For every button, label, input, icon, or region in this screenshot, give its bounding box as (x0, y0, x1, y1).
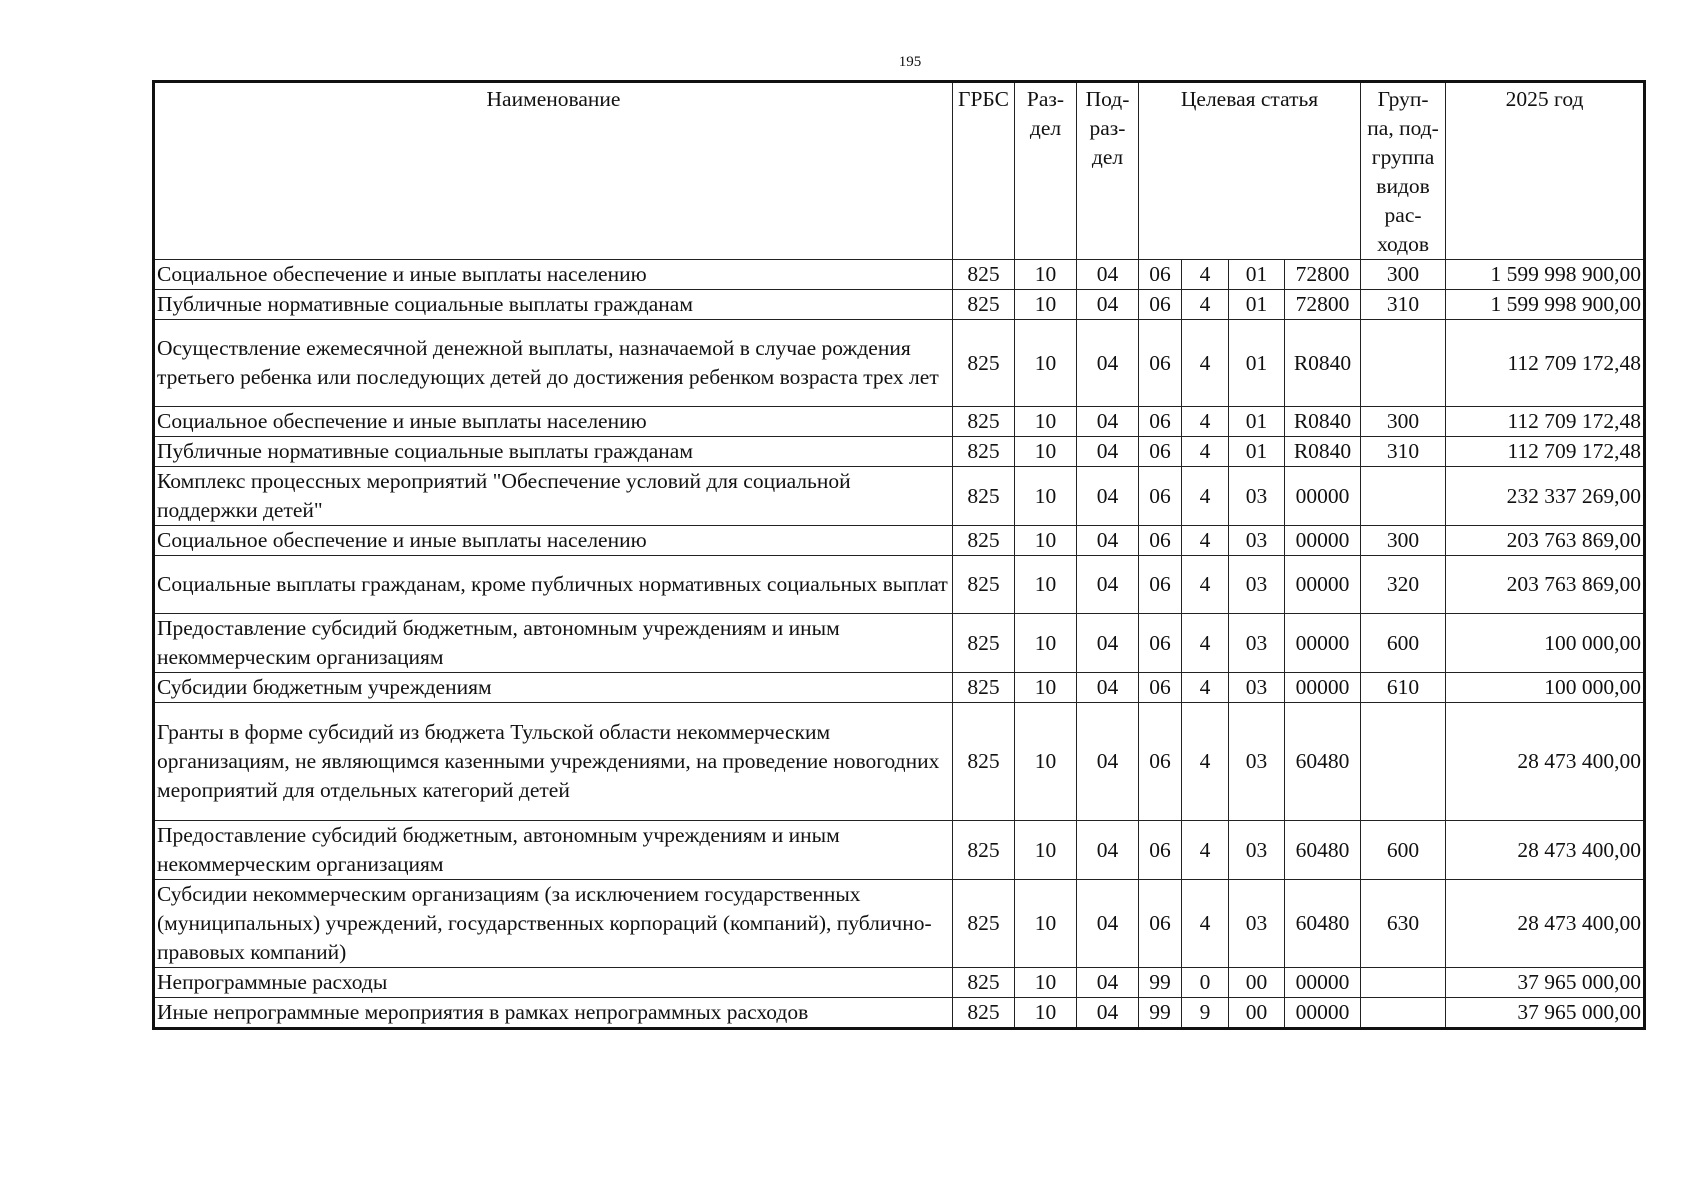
row-grbs: 825 (953, 998, 1015, 1029)
row-subsection: 04 (1077, 320, 1139, 407)
row-target-program: 06 (1139, 260, 1182, 290)
row-expense-group (1361, 467, 1446, 526)
table-row (154, 320, 1645, 407)
row-name: Публичные нормативные социальные выплаты гражданам (154, 290, 953, 320)
row-target-program: 06 (1139, 880, 1182, 968)
row-amount: 28 473 400,00 (1446, 880, 1645, 968)
row-expense-group: 310 (1361, 290, 1446, 320)
table-row (154, 437, 1645, 467)
row-section: 10 (1015, 673, 1077, 703)
row-target-type: 0 (1182, 968, 1229, 998)
row-amount: 203 763 869,00 (1446, 526, 1645, 556)
row-name: Осуществление ежемесячной денежной выплаты, назначаемой в случае рождения третьего ребенка или последующих детей до достижения ребенком возраста трех лет (154, 320, 953, 407)
row-target-program: 99 (1139, 998, 1182, 1029)
table-row (154, 880, 1645, 968)
row-target-program: 99 (1139, 968, 1182, 998)
table-row (154, 998, 1645, 1029)
row-subsection: 04 (1077, 880, 1139, 968)
table-row (154, 821, 1645, 880)
row-target-direction: 00000 (1285, 998, 1361, 1029)
row-target-direction: 60480 (1285, 880, 1361, 968)
row-target-program: 06 (1139, 290, 1182, 320)
page-number: 195 (898, 54, 922, 70)
row-grbs: 825 (953, 437, 1015, 467)
row-name: Социальное обеспечение и иные выплаты населению (154, 260, 953, 290)
row-section: 10 (1015, 998, 1077, 1029)
row-grbs: 825 (953, 614, 1015, 673)
row-target-element: 01 (1229, 437, 1285, 467)
row-expense-group (1361, 320, 1446, 407)
row-name: Социальное обеспечение и иные выплаты населению (154, 407, 953, 437)
row-name: Комплекс процессных мероприятий "Обеспечение условий для социальной поддержки детей" (154, 467, 953, 526)
row-target-program: 06 (1139, 526, 1182, 556)
row-section: 10 (1015, 703, 1077, 821)
row-target-program: 06 (1139, 437, 1182, 467)
row-target-type: 4 (1182, 556, 1229, 614)
table-row (154, 526, 1645, 556)
table-row (154, 968, 1645, 998)
header-section: Раз- дел (1015, 82, 1077, 260)
row-section: 10 (1015, 821, 1077, 880)
row-grbs: 825 (953, 880, 1015, 968)
row-section: 10 (1015, 614, 1077, 673)
row-target-element: 01 (1229, 290, 1285, 320)
table-row (154, 467, 1645, 526)
row-target-element: 03 (1229, 614, 1285, 673)
header-year: 2025 год (1446, 82, 1645, 260)
row-target-type: 4 (1182, 614, 1229, 673)
header-name: Наименование (154, 82, 953, 260)
row-target-direction: 72800 (1285, 260, 1361, 290)
row-expense-group (1361, 968, 1446, 998)
header-subsection: Под- раз- дел (1077, 82, 1139, 260)
row-expense-group: 300 (1361, 526, 1446, 556)
row-section: 10 (1015, 260, 1077, 290)
row-target-element: 03 (1229, 556, 1285, 614)
header-row (154, 82, 1645, 260)
table-row (154, 407, 1645, 437)
row-name: Субсидии бюджетным учреждениям (154, 673, 953, 703)
table-row (154, 703, 1645, 821)
table-row (154, 290, 1645, 320)
row-target-direction: R0840 (1285, 407, 1361, 437)
row-amount: 232 337 269,00 (1446, 467, 1645, 526)
row-target-element: 00 (1229, 968, 1285, 998)
row-target-element: 03 (1229, 673, 1285, 703)
row-target-program: 06 (1139, 673, 1182, 703)
row-grbs: 825 (953, 467, 1015, 526)
row-expense-group (1361, 998, 1446, 1029)
row-target-direction: 72800 (1285, 290, 1361, 320)
row-grbs: 825 (953, 260, 1015, 290)
row-amount: 100 000,00 (1446, 614, 1645, 673)
row-subsection: 04 (1077, 556, 1139, 614)
row-amount: 1 599 998 900,00 (1446, 290, 1645, 320)
row-subsection: 04 (1077, 407, 1139, 437)
row-target-program: 06 (1139, 821, 1182, 880)
row-subsection: 04 (1077, 437, 1139, 467)
row-target-type: 4 (1182, 320, 1229, 407)
row-amount: 112 709 172,48 (1446, 437, 1645, 467)
row-expense-group: 610 (1361, 673, 1446, 703)
row-amount: 112 709 172,48 (1446, 407, 1645, 437)
row-target-direction: 60480 (1285, 703, 1361, 821)
row-target-program: 06 (1139, 614, 1182, 673)
row-target-direction: 00000 (1285, 614, 1361, 673)
row-subsection: 04 (1077, 673, 1139, 703)
table-row (154, 673, 1645, 703)
row-subsection: 04 (1077, 968, 1139, 998)
row-target-type: 4 (1182, 467, 1229, 526)
row-target-direction: R0840 (1285, 437, 1361, 467)
row-name: Публичные нормативные социальные выплаты гражданам (154, 437, 953, 467)
row-name: Предоставление субсидий бюджетным, автономным учреждениям и иным некоммерческим организациям (154, 614, 953, 673)
row-target-element: 03 (1229, 526, 1285, 556)
row-amount: 28 473 400,00 (1446, 821, 1645, 880)
row-target-program: 06 (1139, 320, 1182, 407)
row-amount: 37 965 000,00 (1446, 998, 1645, 1029)
row-target-direction: 00000 (1285, 526, 1361, 556)
row-amount: 100 000,00 (1446, 673, 1645, 703)
row-grbs: 825 (953, 320, 1015, 407)
row-grbs: 825 (953, 407, 1015, 437)
row-expense-group: 310 (1361, 437, 1446, 467)
row-target-element: 01 (1229, 320, 1285, 407)
row-target-program: 06 (1139, 703, 1182, 821)
row-target-type: 4 (1182, 703, 1229, 821)
row-grbs: 825 (953, 821, 1015, 880)
row-name: Гранты в форме субсидий из бюджета Тульской области некоммерческим организациям, не являющимся казенными учреждениями, на проведение новогодних мероприятий для отдельных категорий детей (154, 703, 953, 821)
header-grbs: ГРБС (953, 82, 1015, 260)
row-target-type: 4 (1182, 407, 1229, 437)
row-target-element: 03 (1229, 821, 1285, 880)
row-expense-group: 630 (1361, 880, 1446, 968)
row-target-type: 9 (1182, 998, 1229, 1029)
row-target-type: 4 (1182, 260, 1229, 290)
row-section: 10 (1015, 467, 1077, 526)
row-target-program: 06 (1139, 556, 1182, 614)
table-body (154, 260, 1645, 1029)
row-target-program: 06 (1139, 467, 1182, 526)
row-section: 10 (1015, 556, 1077, 614)
row-section: 10 (1015, 320, 1077, 407)
row-grbs: 825 (953, 526, 1015, 556)
row-target-direction: 00000 (1285, 673, 1361, 703)
row-subsection: 04 (1077, 526, 1139, 556)
row-name: Предоставление субсидий бюджетным, автономным учреждениям и иным некоммерческим организациям (154, 821, 953, 880)
row-section: 10 (1015, 880, 1077, 968)
row-target-direction: 00000 (1285, 467, 1361, 526)
header-target-article: Целевая статья (1139, 82, 1361, 260)
row-expense-group: 300 (1361, 407, 1446, 437)
row-grbs: 825 (953, 290, 1015, 320)
row-amount: 28 473 400,00 (1446, 703, 1645, 821)
row-target-type: 4 (1182, 821, 1229, 880)
row-target-element: 01 (1229, 260, 1285, 290)
row-target-element: 03 (1229, 703, 1285, 821)
row-target-direction: 00000 (1285, 968, 1361, 998)
row-target-type: 4 (1182, 290, 1229, 320)
row-amount: 203 763 869,00 (1446, 556, 1645, 614)
row-name: Социальные выплаты гражданам, кроме публичных нормативных социальных выплат (154, 556, 953, 614)
row-section: 10 (1015, 290, 1077, 320)
row-target-element: 00 (1229, 998, 1285, 1029)
header-expense-group: Груп- па, под- группа видов рас- ходов (1361, 82, 1446, 260)
row-name: Субсидии некоммерческим организациям (за исключением государственных (муниципальных) учреждений, государственных корпораций (компаний), публично-правовых компаний) (154, 880, 953, 968)
row-subsection: 04 (1077, 998, 1139, 1029)
row-subsection: 04 (1077, 260, 1139, 290)
row-target-direction: R0840 (1285, 320, 1361, 407)
row-target-type: 4 (1182, 526, 1229, 556)
row-target-element: 03 (1229, 467, 1285, 526)
row-amount: 37 965 000,00 (1446, 968, 1645, 998)
row-grbs: 825 (953, 703, 1015, 821)
row-target-type: 4 (1182, 437, 1229, 467)
row-name: Иные непрограммные мероприятия в рамках непрограммных расходов (154, 998, 953, 1029)
table-row (154, 614, 1645, 673)
row-section: 10 (1015, 968, 1077, 998)
row-expense-group: 600 (1361, 821, 1446, 880)
row-target-element: 01 (1229, 407, 1285, 437)
row-target-element: 03 (1229, 880, 1285, 968)
row-section: 10 (1015, 526, 1077, 556)
row-section: 10 (1015, 437, 1077, 467)
row-subsection: 04 (1077, 290, 1139, 320)
row-section: 10 (1015, 407, 1077, 437)
row-grbs: 825 (953, 556, 1015, 614)
row-target-type: 4 (1182, 880, 1229, 968)
table-row (154, 260, 1645, 290)
row-subsection: 04 (1077, 614, 1139, 673)
row-name: Непрограммные расходы (154, 968, 953, 998)
row-amount: 112 709 172,48 (1446, 320, 1645, 407)
row-expense-group: 320 (1361, 556, 1446, 614)
table-row (154, 556, 1645, 614)
row-target-direction: 60480 (1285, 821, 1361, 880)
budget-table (152, 80, 1646, 1030)
row-amount: 1 599 998 900,00 (1446, 260, 1645, 290)
row-target-type: 4 (1182, 673, 1229, 703)
row-name: Социальное обеспечение и иные выплаты населению (154, 526, 953, 556)
row-target-program: 06 (1139, 407, 1182, 437)
row-expense-group: 300 (1361, 260, 1446, 290)
row-expense-group (1361, 703, 1446, 821)
row-expense-group: 600 (1361, 614, 1446, 673)
row-grbs: 825 (953, 673, 1015, 703)
row-target-direction: 00000 (1285, 556, 1361, 614)
row-subsection: 04 (1077, 467, 1139, 526)
row-grbs: 825 (953, 968, 1015, 998)
row-subsection: 04 (1077, 821, 1139, 880)
row-subsection: 04 (1077, 703, 1139, 821)
